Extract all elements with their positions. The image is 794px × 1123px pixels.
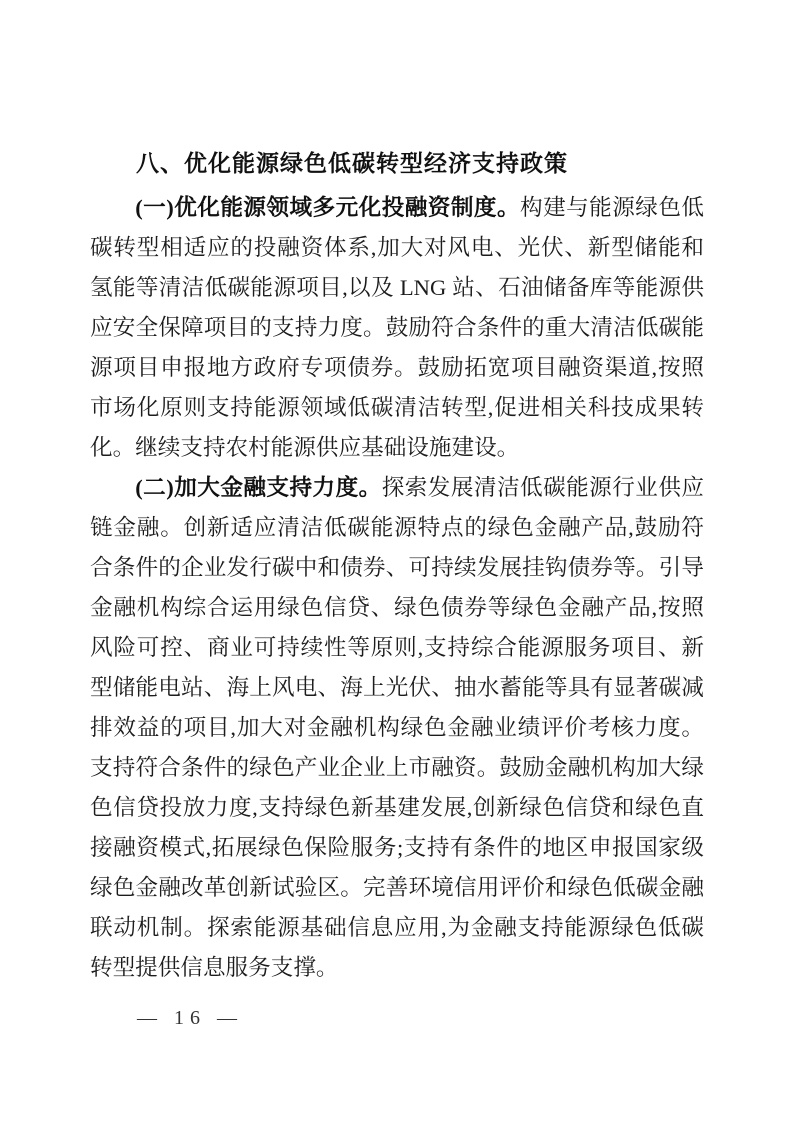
paragraph-2	[90, 468, 704, 988]
paragraph-2-lead: (二)加大金融支持力度。	[135, 475, 382, 500]
paragraph-1	[90, 188, 704, 468]
paragraph-2-text: 探索发展清洁低碳能源行业供应链金融。创新适应清洁低碳能源特点的绿色金融产品,鼓励符合条件的企业发行碳中和债券、可持续发展挂钩债券等。引导金融机构综合运用绿色信贷、绿色债券等绿色金融产品,按照风险可控、商业可持续性等原则,支持综合能源服务项目、新型储能电站、海上风电、海上光伏、抽水蓄能等具有显著碳减排效益的项目,加大对金融机构绿色金融业绩评价考核力度。支持符合条件的绿色产业企业上市融资。鼓励金融机构加大绿色信贷投放力度,支持绿色新基建发展,创新绿色信贷和绿色直接融资模式,拓展绿色保险服务;支持有条件的地区申报国家级绿色金融改革创新试验区。完善环境信用评价和绿色低碳金融联动机制。探索能源基础信息应用,为金融支持能源绿色低碳转型提供信息服务支撑。	[90, 475, 704, 980]
paragraph-1-lead: (一)优化能源领域多元化投融资制度。	[135, 195, 521, 220]
section-heading: 八、优化能源绿色低碳转型经济支持政策	[136, 150, 568, 176]
paragraph-1-text: 构建与能源绿色低碳转型相适应的投融资体系,加大对风电、光伏、新型储能和氢能等清洁低碳能源项目,以及 LNG 站、石油储备库等能源供应安全保障项目的支持力度。鼓励符合条件的重大清洁低碳能源项目申报地方政府专项债券。鼓励拓宽项目融资渠道,按照市场化原则支持能源领域低碳清洁转型,促进相关科技成果转化。继续支持农村能源供应基础设施建设。	[90, 195, 704, 460]
document-body	[90, 143, 704, 988]
page-number: — 16 —	[137, 1007, 243, 1029]
